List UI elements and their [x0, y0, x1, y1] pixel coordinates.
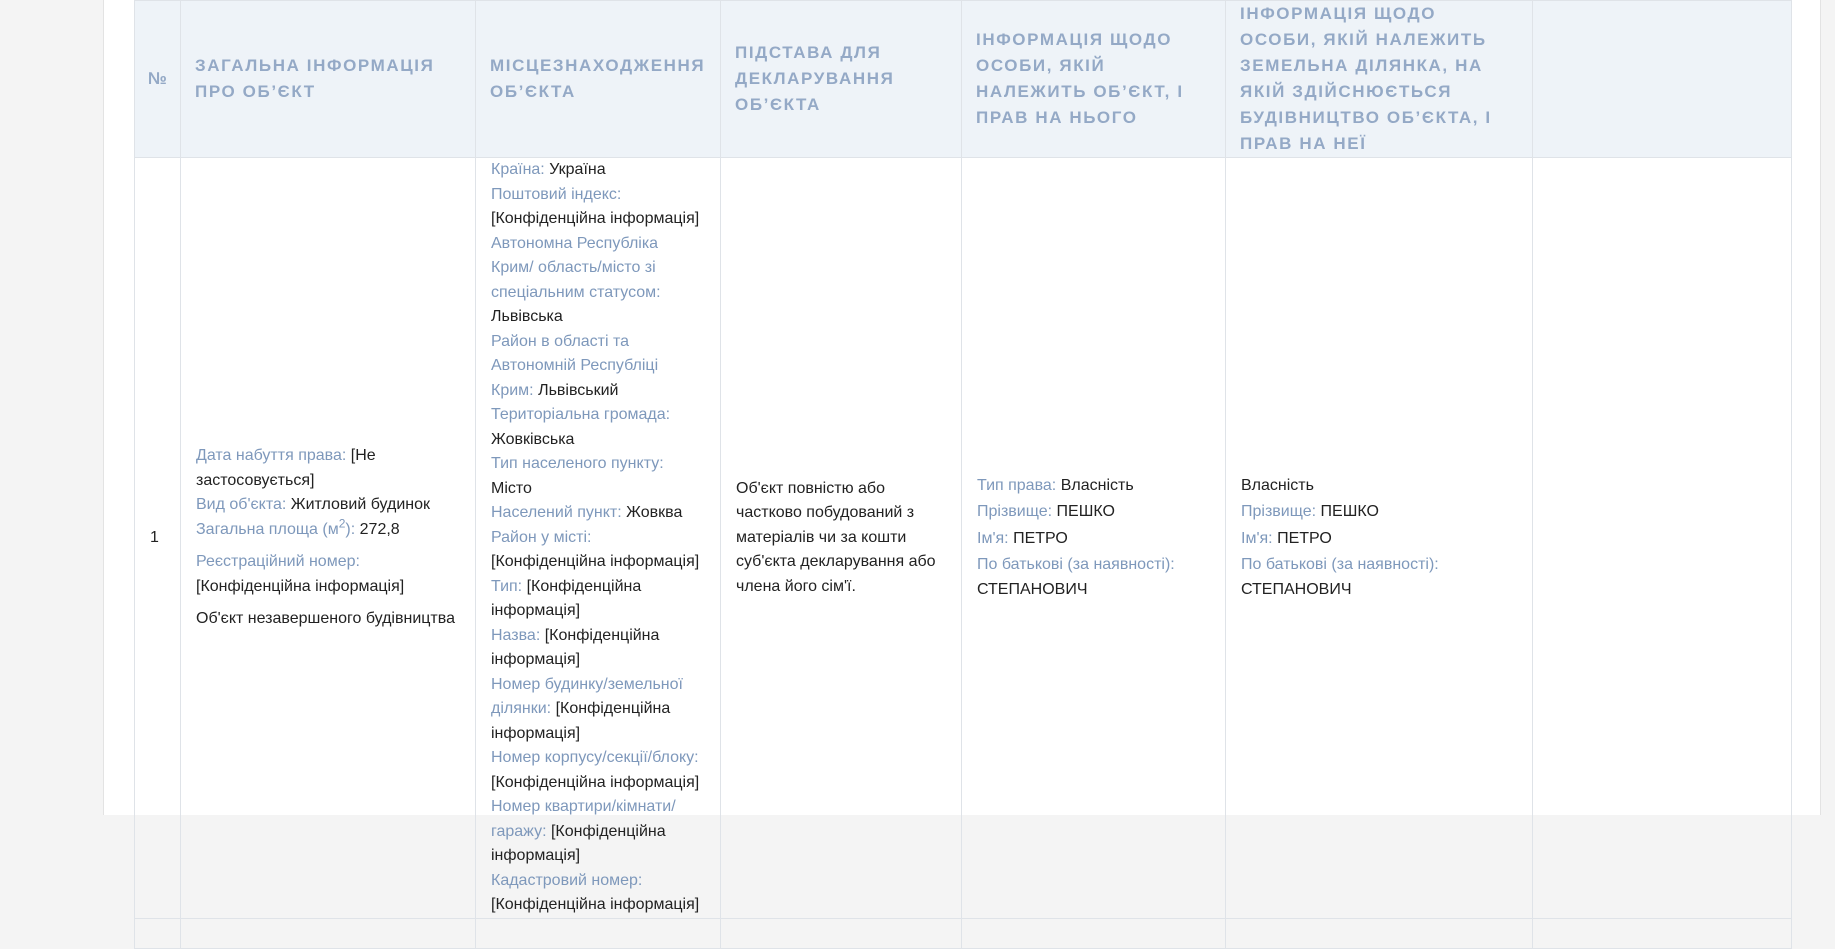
- location-field: [491, 452, 705, 501]
- owner-right-type-field: [977, 474, 1210, 499]
- land-owner-name-field: [1241, 527, 1517, 552]
- total-area-label-close: ):: [345, 520, 356, 538]
- location-field-value: Місто: [491, 479, 532, 497]
- location-field-label: Кадастровий номер:: [491, 871, 643, 889]
- location-field-value: Жовква: [626, 504, 683, 521]
- location-field-value: Львівський: [538, 381, 619, 399]
- owner-name-value: ПЕТРО: [1013, 529, 1068, 547]
- location-field: [491, 501, 705, 526]
- general-info-cell: [181, 158, 476, 919]
- land-owner-name-label: Ім'я:: [1241, 529, 1273, 547]
- land-owner-patronymic-field: [1241, 553, 1517, 602]
- next-row-cell: [135, 918, 181, 948]
- total-area-label-text: Загальна площа (м: [196, 520, 339, 538]
- declaration-page: [103, 0, 1821, 913]
- row-number: 1: [135, 158, 181, 919]
- land-owner-surname-label: Прізвище:: [1241, 503, 1317, 520]
- table-header-row: [135, 1, 1792, 158]
- total-area-label: [196, 516, 356, 538]
- location-field-label: Тип населеного пункту:: [491, 455, 664, 472]
- objects-table: [134, 0, 1792, 949]
- land-owner-surname-value: ПЕШКО: [1320, 503, 1379, 520]
- location-field-value: [Конфіденційна інформація]: [491, 822, 666, 864]
- owner-patronymic-value: СТЕПАНОВИЧ: [977, 580, 1088, 598]
- location-field: [491, 795, 705, 869]
- location-field-value: [Конфіденційна інформація]: [491, 773, 700, 791]
- location-field-value: [Конфіденційна інформація]: [491, 896, 700, 913]
- location-field: [491, 403, 705, 452]
- land-right-type-value: Власність: [1241, 476, 1314, 494]
- location-field-value: Жовківська: [491, 430, 575, 448]
- location-field-value: [Конфіденційна інформація]: [491, 700, 671, 742]
- location-field: [491, 673, 705, 747]
- location-field-label: Населений пункт:: [491, 504, 622, 521]
- location-field: [491, 526, 705, 575]
- basis-cell: Об'єкт повністю або частково побудований з матеріалів чи за кошти суб'єкта декларування або члена його сім'ї.: [721, 158, 962, 919]
- object-type-label: Вид об'єкта:: [196, 496, 287, 513]
- header-general-info: ЗАГАЛЬНА ІНФОРМАЦІЯ ПРО ОБ’ЄКТ: [181, 1, 476, 158]
- header-basis: ПІДСТАВА ДЛЯ ДЕКЛАРУВАННЯ ОБ’ЄКТА: [721, 1, 962, 158]
- total-area-field: [196, 518, 460, 543]
- header-land-owner-info: ІНФОРМАЦІЯ ЩОДО ОСОБИ, ЯКІЙ НАЛЕЖИТЬ ЗЕМЕЛЬНА ДІЛЯНКА, НА ЯКІЙ ЗДІЙСНЮЄТЬСЯ БУДІВНИЦТВО ОБ’ЄКТА, І ПРАВ НА НЕЇ: [1226, 1, 1533, 158]
- land-owner-surname-field: [1241, 500, 1517, 525]
- location-field: [491, 624, 705, 673]
- header-location: МІСЦЕЗНАХОДЖЕННЯ ОБ’ЄКТА: [476, 1, 721, 158]
- object-type-value: Житловий будинок: [290, 496, 431, 513]
- location-field-value: Львівська: [491, 308, 563, 325]
- location-field-value: Україна: [549, 161, 606, 178]
- land-owner-cell: [1226, 158, 1533, 919]
- object-type-field: [196, 493, 460, 518]
- location-field-label: Територіальна громада:: [491, 406, 671, 423]
- registration-number-label: Реєстраційний номер:: [196, 553, 360, 570]
- location-field-label: Номер будинку/земельної ділянки:: [491, 675, 683, 717]
- location-field-value: [Конфіденційна інформація]: [491, 210, 700, 227]
- location-field-label: Автономна Республіка Крим/ область/місто зі спеціальним статусом:: [491, 234, 661, 301]
- header-number: №: [135, 1, 181, 158]
- header-owner-info: ІНФОРМАЦІЯ ЩОДО ОСОБИ, ЯКІЙ НАЛЕЖИТЬ ОБ’ЄКТ, І ПРАВ НА НЬОГО: [962, 1, 1226, 158]
- next-row-cell: [476, 918, 721, 948]
- header-extra-column: [1533, 1, 1792, 158]
- location-field-label: Тип:: [491, 577, 523, 595]
- owner-surname-value: ПЕШКО: [1056, 503, 1115, 520]
- owner-right-type-label: Тип права:: [977, 476, 1057, 494]
- owner-surname-label: Прізвище:: [977, 503, 1053, 520]
- owner-name-label: Ім'я:: [977, 529, 1009, 547]
- location-field-label: Номер корпусу/секції/блоку:: [491, 749, 699, 766]
- acquisition-date-value: [Не застосовується]: [196, 447, 376, 489]
- location-cell: [476, 158, 721, 919]
- location-field: [491, 183, 705, 232]
- acquisition-date-label: Дата набуття права:: [196, 447, 347, 464]
- location-field: [491, 330, 705, 404]
- unfinished-construction-note: Об'єкт незавершеного будівництва: [196, 610, 455, 627]
- location-field-label: Назва:: [491, 626, 541, 644]
- location-field: [491, 158, 705, 183]
- registration-number-field: [196, 550, 460, 599]
- owner-patronymic-label: По батькові (за наявності):: [977, 556, 1175, 573]
- location-field-label: Номер квартири/кімнати/гаражу:: [491, 798, 676, 840]
- location-field-label: Район у місті:: [491, 528, 592, 546]
- owner-right-type-value: Власність: [1060, 476, 1134, 494]
- owner-name-field: [977, 527, 1210, 552]
- table-row: [135, 158, 1792, 919]
- location-field-value: [Конфіденційна інформація]: [491, 553, 700, 570]
- next-row-cell: [181, 918, 476, 948]
- location-field: [491, 869, 705, 918]
- next-row-cell: [721, 918, 962, 948]
- location-field-value: [Конфіденційна інформація]: [491, 626, 660, 668]
- next-row-cell: [1226, 918, 1533, 948]
- owner-patronymic-field: [977, 553, 1210, 602]
- location-field: [491, 575, 705, 624]
- registration-number-value: [Конфіденційна інформація]: [196, 577, 405, 595]
- square-superscript: 2: [338, 516, 346, 531]
- location-field: [491, 232, 705, 330]
- location-field: [491, 746, 705, 795]
- location-field-label: Поштовий індекс:: [491, 185, 622, 203]
- land-owner-patronymic-label: По батькові (за наявності):: [1241, 556, 1439, 573]
- land-owner-patronymic-value: СТЕПАНОВИЧ: [1241, 580, 1352, 598]
- land-owner-name-value: ПЕТРО: [1277, 529, 1332, 547]
- next-row-cell: [1533, 918, 1792, 948]
- acquisition-date-field: [196, 444, 460, 493]
- location-field-label: Країна:: [491, 161, 545, 178]
- owner-surname-field: [977, 500, 1210, 525]
- location-field-value: [Конфіденційна інформація]: [491, 577, 642, 619]
- next-row-cell: [962, 918, 1226, 948]
- owner-cell: [962, 158, 1226, 919]
- table-row: [135, 918, 1792, 948]
- location-fields: [491, 158, 705, 918]
- total-area-value: 272,8: [359, 520, 400, 538]
- extra-column-cell: [1533, 158, 1792, 919]
- location-field-label: Район в області та Автономній Республіці Крим:: [491, 332, 659, 399]
